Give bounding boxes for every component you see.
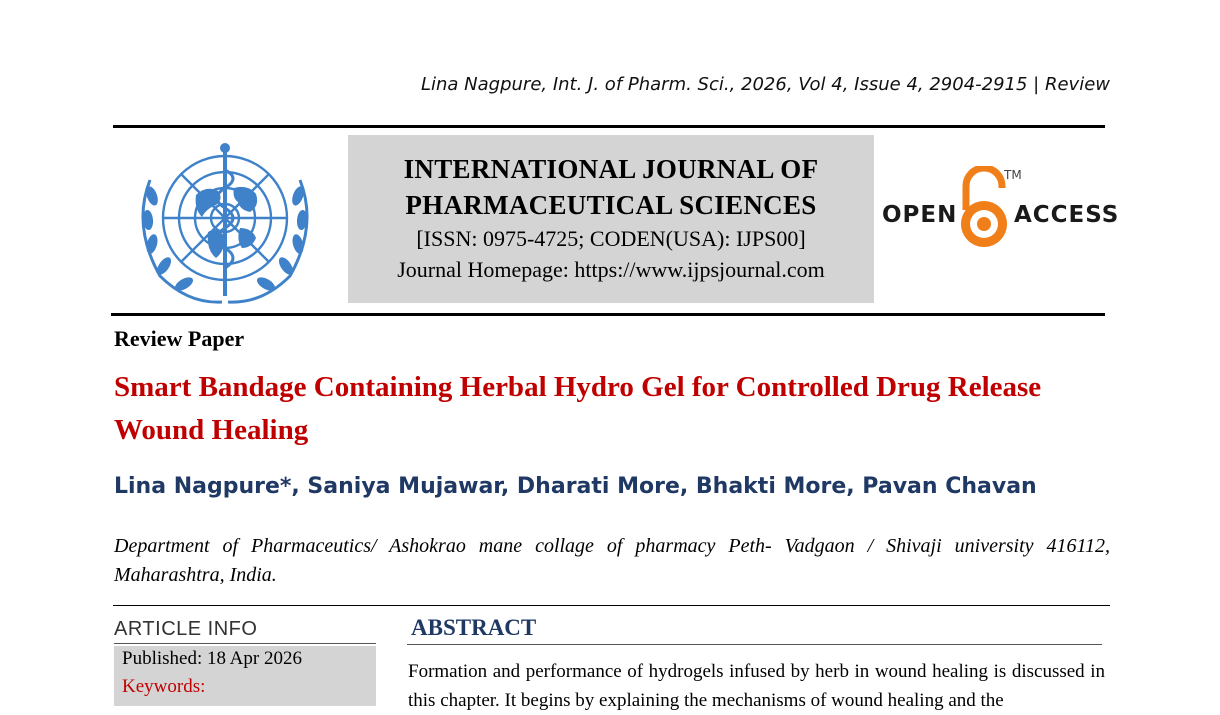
journal-homepage-link[interactable]: Journal Homepage: https://www.ijpsjournal.com <box>397 257 825 282</box>
journal-issn: [ISSN: 0975-4725; CODEN(USA): IJPS00] <box>416 226 806 251</box>
affiliation: Department of Pharmaceutics/ Ashokrao mane collage of pharmacy Peth- Vadgaon / Shivaji university 416112, Maharashtra, India. <box>114 535 1110 586</box>
keywords-label: Keywords: <box>122 676 206 697</box>
open-access-access-text: ACCESS <box>1014 202 1120 228</box>
trademark-mark: TM <box>1004 168 1022 182</box>
citation-header: Lina Nagpure, Int. J. of Pharm. Sci., 2026, Vol 4, Issue 4, 2904-2915 | Review <box>420 74 1110 95</box>
article-info-heading: ARTICLE INFO <box>114 618 258 640</box>
abstract-heading: ABSTRACT <box>411 615 537 640</box>
section-divider <box>113 605 1110 606</box>
masthead-bottom-rule <box>111 313 1105 316</box>
open-access-badge <box>880 166 1120 252</box>
un-caduceus-globe-logo-icon <box>126 140 324 306</box>
author-list: Lina Nagpure*, Saniya Mujawar, Dharati More, Bhakti More, Pavan Chavan <box>114 474 1037 499</box>
abstract-rule <box>407 644 1102 645</box>
open-access-open-text: OPEN <box>882 202 958 228</box>
journal-name-line2: PHARMACEUTICAL SCIENCES <box>405 190 817 220</box>
paper-title: Smart Bandage Containing Herbal Hydro Gel for Controlled Drug Release Wound Healing <box>114 371 1042 446</box>
published-date: Published: 18 Apr 2026 <box>122 648 302 669</box>
journal-name-line1: INTERNATIONAL JOURNAL OF <box>403 154 819 184</box>
article-info-rule <box>114 643 376 644</box>
top-rule <box>113 125 1105 128</box>
abstract-text: Formation and performance of hydrogels infused by herb in wound healing is discussed in this chapter. It begins by explaining the mechanisms of wound healing and the <box>408 661 1105 711</box>
paper-type: Review Paper <box>114 326 245 351</box>
journal-masthead <box>348 135 874 303</box>
